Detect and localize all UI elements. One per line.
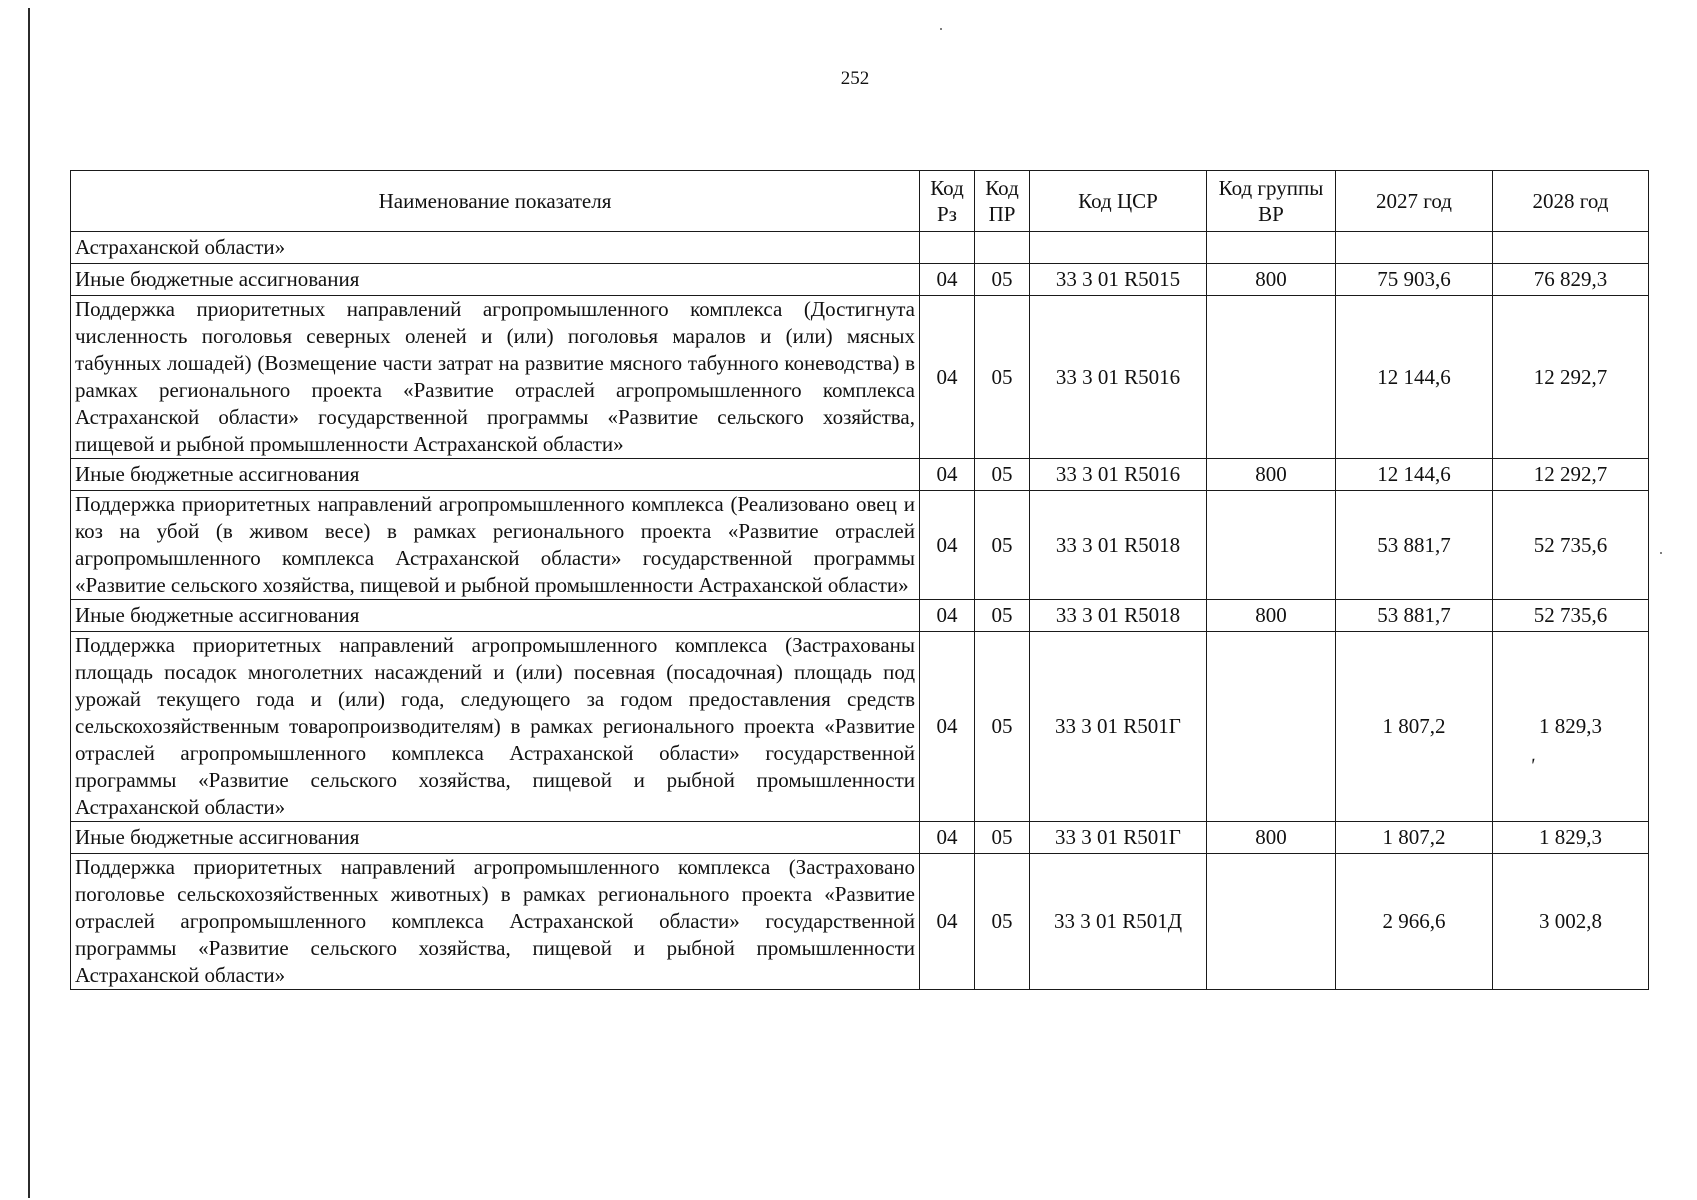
header-name: Наименование показателя xyxy=(71,171,920,232)
row-csr: 33 3 01 R501Д xyxy=(1030,854,1207,990)
row-pr: 05 xyxy=(975,600,1030,632)
row-name: Астраханской области» xyxy=(71,232,920,264)
row-rz: 04 xyxy=(920,296,975,459)
table-row xyxy=(71,854,1649,990)
row-csr xyxy=(1030,232,1207,264)
table-row xyxy=(71,632,1649,822)
row-csr: 33 3 01 R501Г xyxy=(1030,822,1207,854)
row-pr: 05 xyxy=(975,491,1030,600)
row-vr: 800 xyxy=(1207,459,1336,491)
row-rz: 04 xyxy=(920,459,975,491)
row-name: Поддержка приоритетных направлений агропромышленного комплекса (Реализовано овец и коз на убой (в живом весе) в рамках регионального проекта «Развитие отраслей агропромышленного комплекса Астраханской области» государственной программы «Развитие сельского хозяйства, пищевой и рыбной промышленности Астраханской области» xyxy=(71,491,920,600)
row-rz xyxy=(920,232,975,264)
row-name: Поддержка приоритетных направлений агропромышленного комплекса (Застраховано поголовье сельскохозяйственных животных) в рамках регионального проекта «Развитие отраслей агропромышленного комплекса Астраханской области» государственной программы «Развитие сельского хозяйства, пищевой и рыбной промышленности Астраханской области» xyxy=(71,854,920,990)
row-rz: 04 xyxy=(920,854,975,990)
page-number: 252 xyxy=(840,68,870,89)
row-2028: 12 292,7 xyxy=(1493,296,1649,459)
header-2028: 2028 год xyxy=(1493,171,1649,232)
row-name: Иные бюджетные ассигнования xyxy=(71,459,920,491)
row-csr: 33 3 01 R5016 xyxy=(1030,459,1207,491)
row-pr xyxy=(975,232,1030,264)
row-csr: 33 3 01 R501Г xyxy=(1030,632,1207,822)
table-row xyxy=(71,264,1649,296)
header-rz: Код Рз xyxy=(920,171,975,232)
header-vr: Код группы ВР xyxy=(1207,171,1336,232)
handwritten-tick-mark: ʹ xyxy=(1530,755,1535,777)
budget-table xyxy=(70,170,1649,990)
row-csr: 33 3 01 R5018 xyxy=(1030,600,1207,632)
header-2027: 2027 год xyxy=(1336,171,1493,232)
row-2027: 12 144,6 xyxy=(1336,296,1493,459)
row-name: Иные бюджетные ассигнования xyxy=(71,600,920,632)
row-rz: 04 xyxy=(920,822,975,854)
binding-edge-line xyxy=(28,8,30,1198)
table-row xyxy=(71,822,1649,854)
row-vr xyxy=(1207,491,1336,600)
row-pr: 05 xyxy=(975,854,1030,990)
row-2027: 2 966,6 xyxy=(1336,854,1493,990)
row-2028: 76 829,3 xyxy=(1493,264,1649,296)
row-rz: 04 xyxy=(920,600,975,632)
row-name: Поддержка приоритетных направлений агропромышленного комплекса (Застрахованы площадь посадок многолетних насаждений и (или) посевная (посадочная) площадь под урожай текущего года и (или) года, следующего за годом предоставления средств сельскохозяйственным товаропроизводителям) в рамках регионального проекта «Развитие отраслей агропромышленного комплекса Астраханской области» государственной программы «Развитие сельского хозяйства, пищевой и рыбной промышленности Астраханской области» xyxy=(71,632,920,822)
row-2027: 12 144,6 xyxy=(1336,459,1493,491)
scan-speck xyxy=(940,28,942,30)
row-vr xyxy=(1207,296,1336,459)
row-vr xyxy=(1207,632,1336,822)
row-rz: 04 xyxy=(920,264,975,296)
row-2027: 1 807,2 xyxy=(1336,822,1493,854)
row-rz: 04 xyxy=(920,632,975,822)
row-vr: 800 xyxy=(1207,264,1336,296)
table-row xyxy=(71,491,1649,600)
row-2028: 52 735,6 xyxy=(1493,600,1649,632)
header-row xyxy=(71,171,1649,232)
row-2027: 1 807,2 xyxy=(1336,632,1493,822)
row-2028: 52 735,6 xyxy=(1493,491,1649,600)
header-pr: Код ПР xyxy=(975,171,1030,232)
row-2028 xyxy=(1493,232,1649,264)
row-name: Иные бюджетные ассигнования xyxy=(71,822,920,854)
row-rz: 04 xyxy=(920,491,975,600)
row-name: Иные бюджетные ассигнования xyxy=(71,264,920,296)
row-csr: 33 3 01 R5015 xyxy=(1030,264,1207,296)
row-2028: 12 292,7 xyxy=(1493,459,1649,491)
row-pr: 05 xyxy=(975,459,1030,491)
table-row xyxy=(71,600,1649,632)
table-row xyxy=(71,232,1649,264)
row-vr xyxy=(1207,854,1336,990)
row-vr: 800 xyxy=(1207,600,1336,632)
row-2027: 75 903,6 xyxy=(1336,264,1493,296)
row-2027: 53 881,7 xyxy=(1336,600,1493,632)
row-2028: 1 829,3 xyxy=(1493,632,1649,822)
row-2027: 53 881,7 xyxy=(1336,491,1493,600)
header-csr: Код ЦСР xyxy=(1030,171,1207,232)
row-pr: 05 xyxy=(975,296,1030,459)
row-pr: 05 xyxy=(975,632,1030,822)
table-row xyxy=(71,459,1649,491)
row-pr: 05 xyxy=(975,264,1030,296)
row-csr: 33 3 01 R5016 xyxy=(1030,296,1207,459)
scan-speck xyxy=(1660,552,1662,554)
row-vr: 800 xyxy=(1207,822,1336,854)
row-pr: 05 xyxy=(975,822,1030,854)
row-csr: 33 3 01 R5018 xyxy=(1030,491,1207,600)
row-vr xyxy=(1207,232,1336,264)
row-2028: 3 002,8 xyxy=(1493,854,1649,990)
row-2027 xyxy=(1336,232,1493,264)
row-2028: 1 829,3 xyxy=(1493,822,1649,854)
table-row xyxy=(71,296,1649,459)
row-name: Поддержка приоритетных направлений агропромышленного комплекса (Достигнута численность поголовья северных оленей и (или) поголовья маралов и (или) мясных табунных лошадей) (Возмещение части затрат на развитие мясного табунного коневодства) в рамках регионального проекта «Развитие отраслей агропромышленного комплекса Астраханской области» государственной программы «Развитие сельского хозяйства, пищевой и рыбной промышленности Астраханской области» xyxy=(71,296,920,459)
